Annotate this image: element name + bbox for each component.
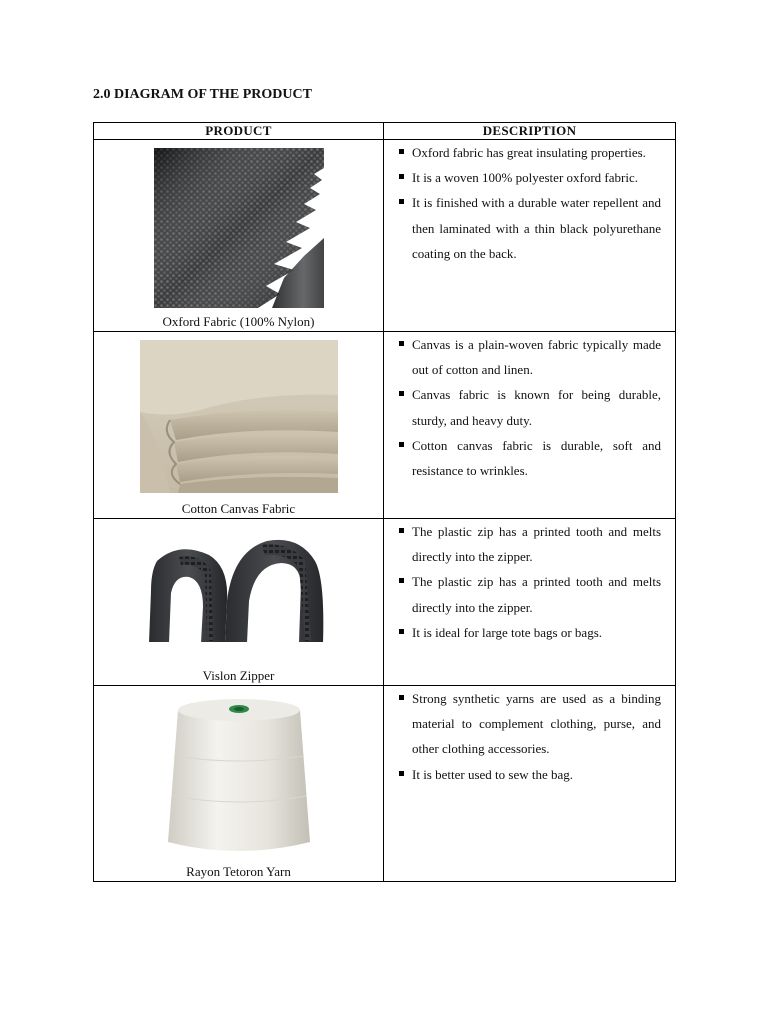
- description-bullet: Oxford fabric has great insulating properties.: [412, 140, 661, 165]
- product-table: [93, 122, 676, 882]
- description-bullet: It is a woven 100% polyester oxford fabric.: [412, 165, 661, 190]
- product-cell-oxford: [94, 140, 384, 332]
- vislon-zipper-image: [149, 531, 329, 651]
- description-cell-oxford: [384, 140, 676, 332]
- description-column-header: DESCRIPTION: [384, 123, 676, 140]
- description-bullet: It is ideal for large tote bags or bags.: [412, 620, 661, 645]
- table-row: [94, 140, 676, 332]
- description-list: [384, 686, 675, 787]
- description-bullet: The plastic zip has a printed tooth and melts directly into the zipper.: [412, 519, 661, 569]
- product-cell-canvas: [94, 332, 384, 519]
- description-bullet: Cotton canvas fabric is durable, soft and resistance to wrinkles.: [412, 433, 661, 483]
- description-list: [384, 332, 675, 483]
- table-row: [94, 686, 676, 882]
- section-heading: 2.0 DIAGRAM OF THE PRODUCT: [93, 87, 312, 102]
- product-cell-zipper: [94, 519, 384, 686]
- table-header-row: [94, 123, 676, 140]
- description-cell-yarn: [384, 686, 676, 882]
- product-column-header: PRODUCT: [94, 123, 384, 140]
- description-bullet: Strong synthetic yarns are used as a binding material to complement clothing, purse, and other clothing accessories.: [412, 686, 661, 762]
- description-cell-canvas: [384, 332, 676, 519]
- product-name: Oxford Fabric (100% Nylon): [162, 314, 315, 329]
- product-name: Rayon Tetoron Yarn: [186, 864, 291, 879]
- description-list: [384, 519, 675, 645]
- description-list: [384, 140, 675, 266]
- description-bullet: Canvas is a plain-woven fabric typically made out of cotton and linen.: [412, 332, 661, 382]
- table-row: [94, 519, 676, 686]
- table-row: [94, 332, 676, 519]
- oxford-fabric-image: [154, 148, 324, 308]
- rayon-yarn-cone-image: [164, 696, 314, 856]
- description-bullet: The plastic zip has a printed tooth and melts directly into the zipper.: [412, 569, 661, 619]
- product-cell-yarn: [94, 686, 384, 882]
- description-bullet: Canvas fabric is known for being durable, sturdy, and heavy duty.: [412, 382, 661, 432]
- cotton-canvas-image: [140, 340, 338, 493]
- product-name: Vislon Zipper: [202, 668, 275, 683]
- description-bullet: It is finished with a durable water repellent and then laminated with a thin black polyurethane coating on the back.: [412, 190, 661, 266]
- product-name: Cotton Canvas Fabric: [181, 501, 296, 516]
- description-cell-zipper: [384, 519, 676, 686]
- description-bullet: It is better used to sew the bag.: [412, 762, 661, 787]
